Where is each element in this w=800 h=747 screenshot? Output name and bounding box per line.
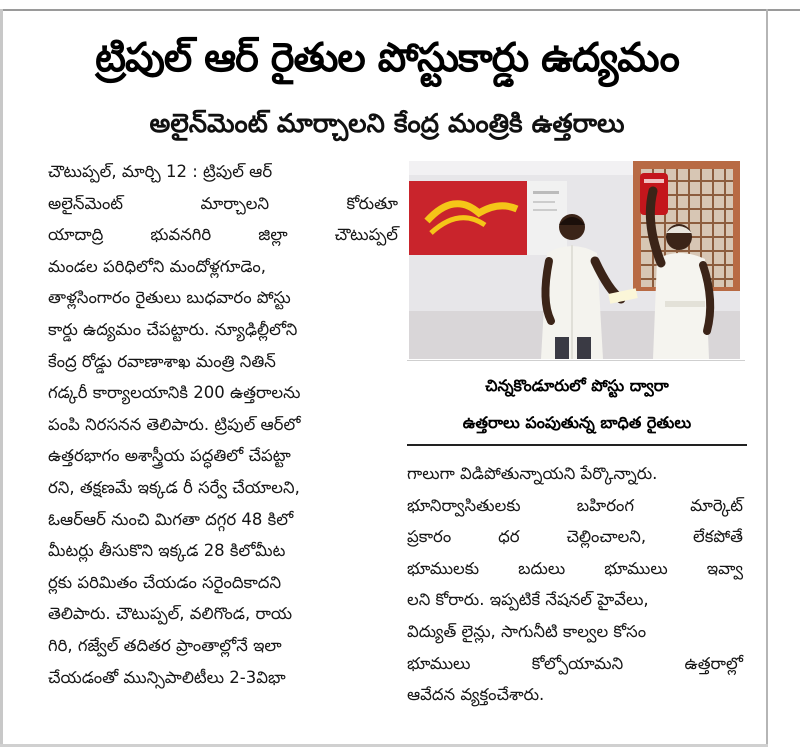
page-left-edge [0, 9, 3, 747]
body-line: యాదాద్రి భువనగిరి జిల్లా చౌటుప్పల్ [48, 225, 398, 245]
body-line: కార్డు ఉద్యమం చేపట్టారు. న్యూఢిల్లీలోని [48, 319, 298, 339]
body-line: ప్రకారం ధర చెల్లించాలని, లేకపోతే [407, 527, 743, 547]
caption-rule [407, 444, 747, 446]
body-line: ర్లకు పరిమితం చేయడం సరైందికాదని [48, 572, 282, 592]
body-line: గిరి, గజ్వేల్ తదితర ప్రాంతాల్లోనే ఇలా [48, 635, 282, 655]
body-line: లని కోరారు. ఇప్పటికే నేషనల్ హైవేలు, [407, 590, 649, 610]
body-line: పంపి నిరసనన తెలిపారు. ట్రిపుల్ ఆర్‌లో [48, 414, 301, 434]
body-line: తెలిపారు. చౌటుప్పల్, వలిగొండ, రాయ [48, 604, 293, 624]
photo-bottom-rule [407, 360, 745, 361]
news-photo [409, 161, 740, 359]
body-line: గాలుగా విడిపోతున్నాయని పేర్కొన్నారు. [407, 464, 658, 483]
news-photo-illustration [409, 161, 740, 359]
article-subheadline: అలైన్‌మెంట్ మార్చాలని కేంద్ర మంత్రికి ఉత్తరాలు [149, 109, 625, 139]
body-line: కేంద్ర రోడ్డు రవాణాశాఖ మంత్రి నితిన్ [48, 351, 276, 371]
article-body-right-column [407, 458, 743, 711]
body-line: తాళ్లసింగారం రైతులు బుధవారం పోస్టు [48, 288, 291, 308]
caption-line: ఉత్తరాలు పంపుతున్న బాధిత రైతులు [462, 413, 692, 432]
body-line: అలైన్‌మెంట్ మార్చాలని కోరుతూ [48, 193, 398, 213]
page-top-rule [0, 9, 800, 11]
body-line: భూనిర్వాసితులకు బహిరంగ మార్కెట్ [407, 495, 743, 515]
article-body-left-column [48, 156, 398, 693]
body-line: రని, తక్షణమే ఇక్కడ రీ సర్వే చేయాలని, [48, 477, 300, 497]
body-line: గడ్కరీ కార్యాలయానికి 200 ఉత్తరాలను [48, 383, 301, 403]
body-line: విద్యుత్ లైన్లు, సాగునీటి కాల్వల కోసం [407, 621, 647, 641]
body-line: భూములు కోల్పోయామని ఉత్తరాల్లో [407, 653, 743, 673]
body-line: భూములకు బదులు భూములు ఇవ్వా [407, 558, 743, 578]
body-line: ఆవేదన వ్యక్తంచేశారు. [407, 685, 545, 705]
body-line: చౌటుప్పల్, మార్చి 12 : ట్రిపుల్ ఆర్ [48, 162, 273, 181]
body-line: మీటర్లు తీసుకొని ఇక్కడ 28 కిలోమీట [48, 541, 286, 561]
body-line: ఓఆర్ఆర్ నుంచి మిగతా దగ్గర 48 కిలో [48, 509, 294, 529]
caption-line: చిన్నకొండూరులో పోస్టు ద్వారా [485, 376, 669, 395]
photo-caption [407, 367, 747, 441]
page-right-rule [766, 9, 768, 747]
body-line: మండల పరిధిలోని మందోళ్లగూడెం, [48, 256, 266, 276]
article-headline: ట్రిపుల్ ఆర్ రైతుల పోస్టుకార్డు ఉద్యమం [95, 35, 679, 81]
body-line: ఉత్తరభాగం అశాస్త్రీయ పద్ధతిలో చేపట్టా [48, 446, 291, 466]
body-line: చేయడంతో మున్సిపాలిటీలు 2-3విభా [48, 667, 286, 687]
